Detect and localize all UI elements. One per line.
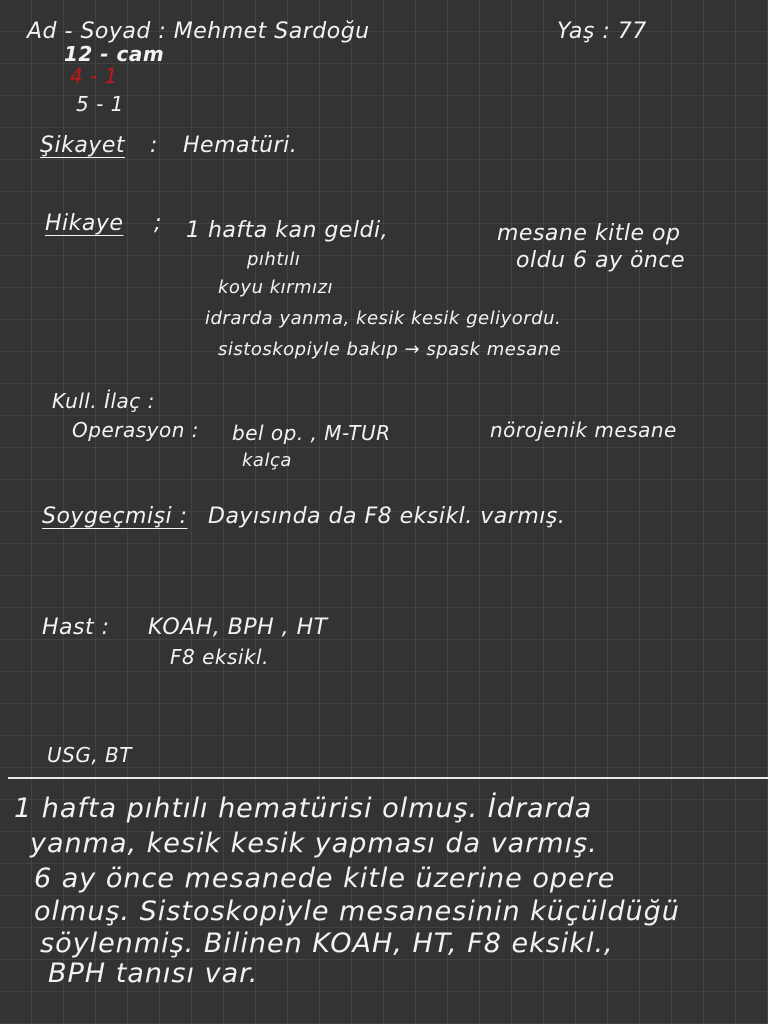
number-line-2: 4 - 1	[70, 64, 118, 88]
history-line-2: pıhtılı	[247, 249, 301, 270]
history-line-5: sistoskopiyle bakıp → spask mesane	[218, 339, 562, 360]
summary-line: 6 ay önce mesanede kitle üzerine opere	[34, 863, 616, 894]
history-right-2: oldu 6 ay önce	[516, 248, 685, 273]
past-illness-line-2: F8 eksikl.	[170, 645, 269, 669]
history-label: Hikaye	[45, 211, 124, 236]
complaint-text: Hematüri.	[183, 133, 298, 158]
history-right-1: mesane kitle op	[497, 221, 681, 246]
section-divider	[8, 777, 768, 779]
past-illness-text: KOAH, BPH , HT	[148, 615, 328, 640]
history-sep: ;	[154, 211, 162, 236]
operation-extra: nörojenik mesane	[490, 418, 677, 442]
imaging-text: USG, BT	[47, 743, 132, 767]
family-history-text: Dayısında da F8 eksikl. varmış.	[208, 504, 566, 529]
number-line-3: 5 - 1	[76, 92, 124, 116]
operation-label: Operasyon :	[72, 418, 199, 442]
operation-line-2: kalça	[242, 450, 292, 471]
number-line-1: 12 - cam	[64, 42, 165, 66]
patient-age: Yaş : 77	[557, 19, 647, 44]
patient-name-line: Ad - Soyad : Mehmet Sardoğu	[27, 19, 370, 44]
summary-line: yanma, kesik kesik yapması da varmış.	[30, 828, 598, 859]
complaint-label: Şikayet	[40, 133, 125, 158]
complaint-sep: :	[150, 133, 158, 158]
family-history-label: Soygeçmişi :	[42, 504, 188, 529]
summary-line: olmuş. Sistoskopiyle mesanesinin küçüldüğü	[34, 896, 680, 927]
summary-line: BPH tanısı var.	[48, 958, 259, 989]
medication-label: Kull. İlaç :	[52, 389, 155, 413]
summary-line: söylenmiş. Bilinen KOAH, HT, F8 eksikl.,	[40, 928, 614, 959]
history-line-3: koyu kırmızı	[218, 277, 334, 298]
history-line-4: idrarda yanma, kesik kesik geliyordu.	[205, 308, 562, 329]
history-line-1: 1 hafta kan geldi,	[186, 218, 389, 243]
past-illness-label: Hast :	[42, 615, 110, 640]
summary-line: 1 hafta pıhtılı hematürisi olmuş. İdrarda	[14, 793, 593, 824]
operation-text: bel op. , M-TUR	[232, 421, 391, 445]
